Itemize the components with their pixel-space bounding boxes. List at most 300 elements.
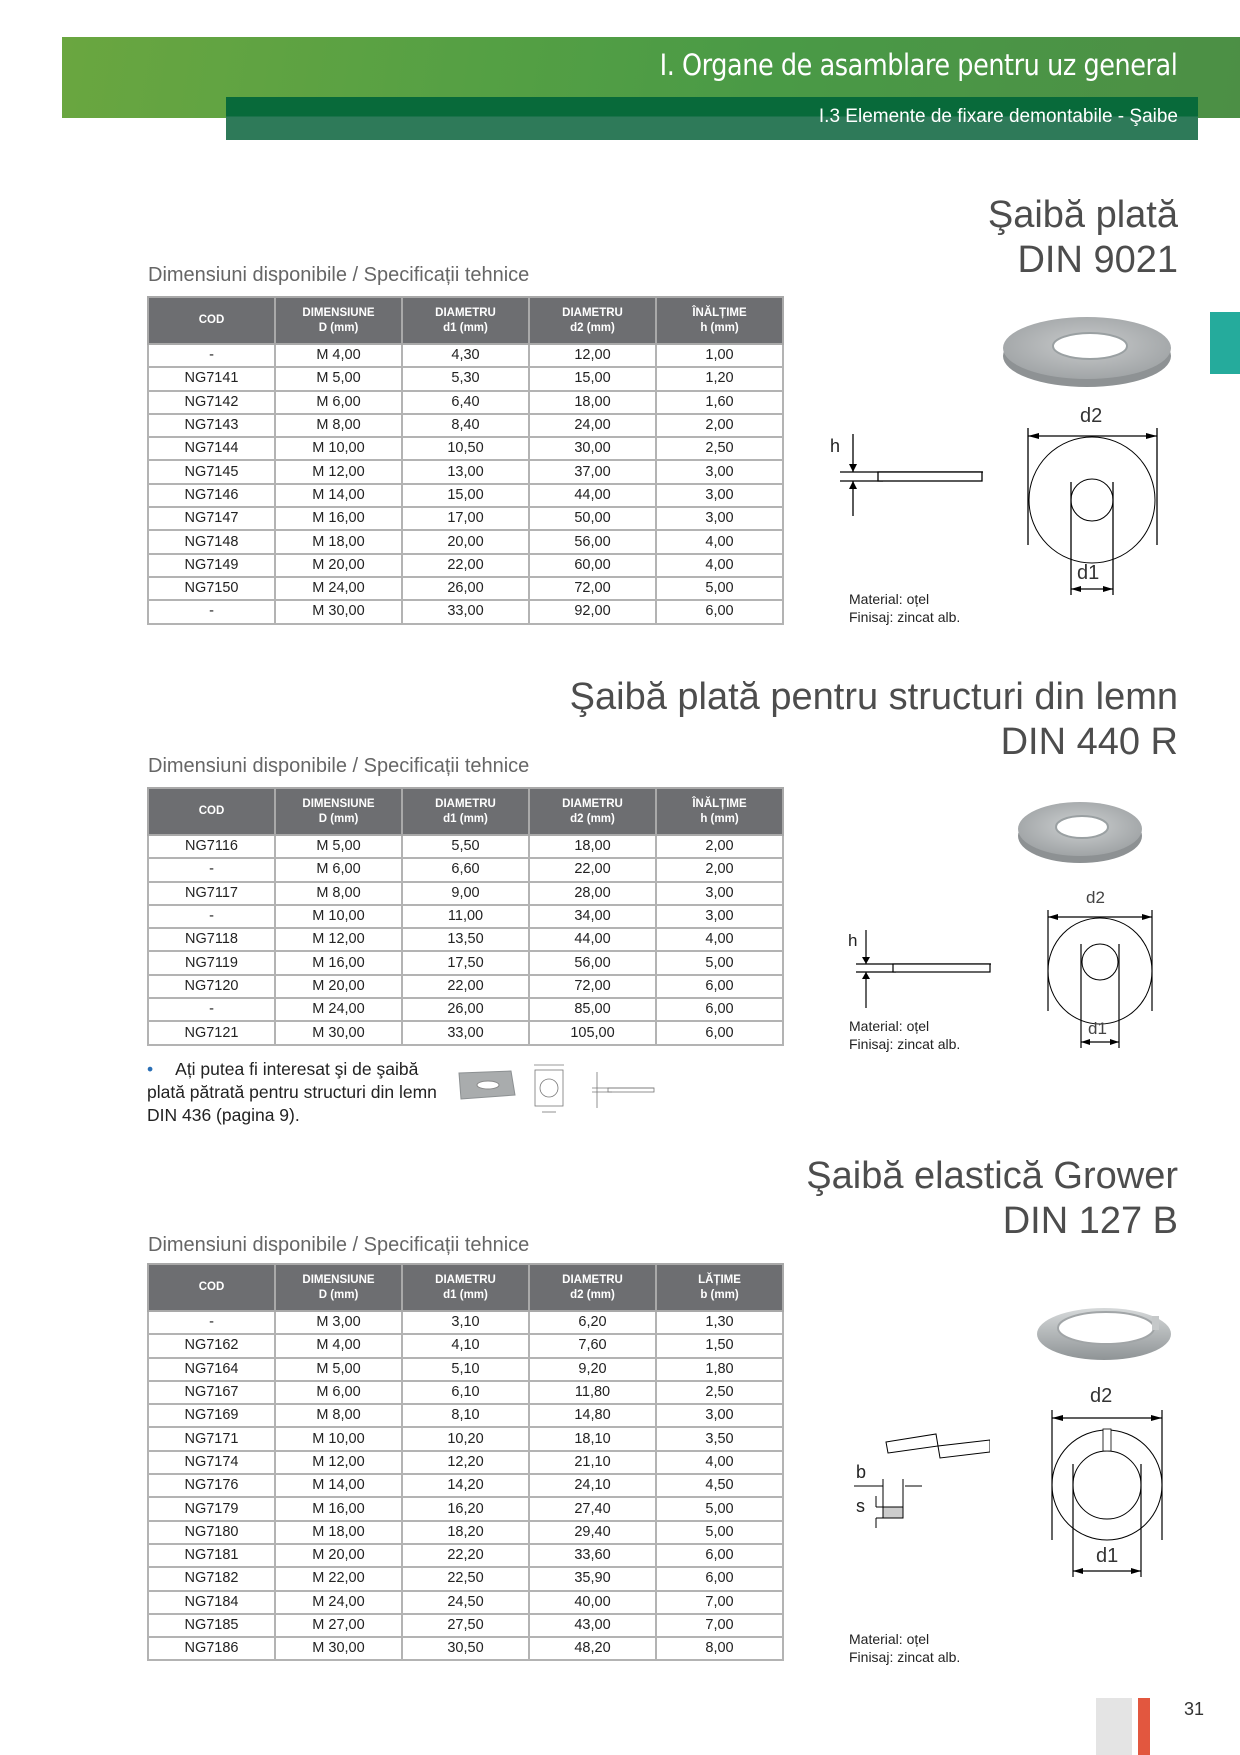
d1-cell: 15,00 — [402, 484, 529, 507]
table-row — [148, 835, 783, 858]
column-header-line1: DIAMETRU — [435, 306, 496, 319]
d1-cell: 33,00 — [402, 600, 529, 623]
d1-cell: 9,00 — [402, 882, 529, 905]
material-info-din127b — [849, 1630, 960, 1666]
d2-cell: 30,00 — [529, 437, 656, 460]
h-label: h — [830, 436, 841, 456]
d1-cell: 17,00 — [402, 507, 529, 530]
table-row — [148, 391, 783, 414]
dimension-cell: M 10,00 — [275, 905, 402, 928]
column-header-line1: DIMENSIUNE — [302, 1273, 375, 1286]
column-header-line1: COD — [198, 314, 225, 326]
d2-cell: 9,20 — [529, 1358, 656, 1381]
material-text: Material: oțel — [849, 1018, 930, 1034]
column-header — [656, 788, 783, 835]
table-header-row — [148, 297, 783, 344]
material-info-din440r — [849, 1017, 960, 1053]
column-header-line1: DIAMETRU — [435, 1273, 496, 1286]
column-header-line2: h (mm) — [700, 812, 739, 825]
dimension-cell: M 10,00 — [275, 437, 402, 460]
d1-cell: 27,50 — [402, 1614, 529, 1637]
finish-text: Finisaj: zincat alb. — [849, 1649, 961, 1665]
column-header — [275, 1264, 402, 1311]
cod-cell: NG7143 — [148, 414, 275, 437]
height-cell: 6,00 — [656, 1021, 783, 1044]
footer-decoration-red — [1138, 1698, 1150, 1755]
dimension-cell: M 8,00 — [275, 882, 402, 905]
d2-cell: 11,80 — [529, 1381, 656, 1404]
d1-cell: 24,50 — [402, 1591, 529, 1614]
column-header-line1: DIAMETRU — [562, 797, 623, 810]
dimension-cell: M 22,00 — [275, 1567, 402, 1590]
cod-cell: NG7149 — [148, 554, 275, 577]
dimension-cell: M 5,00 — [275, 367, 402, 390]
cod-cell: NG7142 — [148, 391, 275, 414]
d2-cell: 85,00 — [529, 998, 656, 1021]
dimension-cell: M 8,00 — [275, 414, 402, 437]
cod-cell: NG7118 — [148, 928, 275, 951]
d2-cell: 105,00 — [529, 1021, 656, 1044]
column-header — [529, 1264, 656, 1311]
column-header-line1: COD — [198, 805, 225, 817]
spec-label: Dimensiuni disponibile / Specificații tehnice — [148, 1234, 530, 1256]
note-text: Ați putea fi interesat şi de şaibă plată pătrată pentru structuri din lemn DIN 436 (pagina 9). — [147, 1059, 437, 1125]
d2-cell: 50,00 — [529, 507, 656, 530]
d1-cell: 17,50 — [402, 951, 529, 974]
height-cell: 1,20 — [656, 367, 783, 390]
front-view-drawing-din440r — [1040, 886, 1160, 1056]
dimension-cell: M 16,00 — [275, 1497, 402, 1520]
cod-cell: NG7180 — [148, 1521, 275, 1544]
table-row — [148, 1614, 783, 1637]
height-cell: 2,00 — [656, 858, 783, 881]
column-header-line2: b (mm) — [700, 1288, 739, 1301]
d2-cell: 24,10 — [529, 1474, 656, 1497]
table-header-row — [148, 788, 783, 835]
height-cell: 1,80 — [656, 1358, 783, 1381]
cod-cell: NG7145 — [148, 460, 275, 483]
dimension-cell: M 6,00 — [275, 1381, 402, 1404]
dimension-cell: M 10,00 — [275, 1427, 402, 1450]
column-header — [529, 788, 656, 835]
table-row — [148, 1591, 783, 1614]
page-number: 31 — [1184, 1699, 1205, 1719]
d2-cell: 27,40 — [529, 1497, 656, 1520]
table-row — [148, 530, 783, 553]
dimension-cell: M 30,00 — [275, 1021, 402, 1044]
spec-label: Dimensiuni disponibile / Specificații tehnice — [148, 264, 530, 286]
height-cell: 2,00 — [656, 414, 783, 437]
table-row — [148, 1567, 783, 1590]
d1-label: d1 — [1096, 1545, 1119, 1567]
front-view-drawing-din9021 — [1025, 400, 1160, 600]
d1-label: d1 — [1077, 562, 1100, 584]
d2-cell: 24,00 — [529, 414, 656, 437]
d1-label: d1 — [1088, 1019, 1107, 1038]
d1-cell: 13,50 — [402, 928, 529, 951]
d1-cell: 10,50 — [402, 437, 529, 460]
cod-cell: NG7147 — [148, 507, 275, 530]
cod-cell: NG7121 — [148, 1021, 275, 1044]
d2-cell: 22,00 — [529, 858, 656, 881]
d1-cell: 22,20 — [402, 1544, 529, 1567]
height-cell: 4,00 — [656, 530, 783, 553]
d1-cell: 26,00 — [402, 577, 529, 600]
dimension-cell: M 14,00 — [275, 1474, 402, 1497]
column-header-line2: d1 (mm) — [443, 321, 488, 334]
column-header-line2: D (mm) — [318, 321, 359, 334]
height-cell: 2,50 — [656, 1381, 783, 1404]
d1-cell: 4,10 — [402, 1334, 529, 1357]
cod-cell: NG7117 — [148, 882, 275, 905]
table-row — [148, 998, 783, 1021]
cod-cell: NG7119 — [148, 951, 275, 974]
height-cell: 5,00 — [656, 1521, 783, 1544]
dimension-cell: M 4,00 — [275, 344, 402, 367]
d2-cell: 48,20 — [529, 1637, 656, 1660]
d1-cell: 30,50 — [402, 1637, 529, 1660]
square-washer-photo[interactable] — [455, 1065, 517, 1105]
cod-cell: NG7146 — [148, 484, 275, 507]
table-row — [148, 858, 783, 881]
table-row — [148, 1358, 783, 1381]
d2-cell: 56,00 — [529, 530, 656, 553]
dimension-cell: M 18,00 — [275, 530, 402, 553]
side-view-drawing-din9021 — [828, 404, 988, 522]
column-header-line2: d2 (mm) — [570, 1288, 615, 1301]
height-cell: 3,00 — [656, 905, 783, 928]
d1-cell: 8,40 — [402, 414, 529, 437]
table-row — [148, 1497, 783, 1520]
d1-cell: 22,00 — [402, 975, 529, 998]
d2-label: d2 — [1090, 1385, 1113, 1407]
d2-cell: 12,00 — [529, 344, 656, 367]
height-cell: 3,00 — [656, 507, 783, 530]
dimension-cell: M 24,00 — [275, 1591, 402, 1614]
product-standard: DIN 127 B — [1002, 1200, 1178, 1242]
d1-cell: 10,20 — [402, 1427, 529, 1450]
cod-cell: NG7162 — [148, 1334, 275, 1357]
d2-cell: 28,00 — [529, 882, 656, 905]
dimension-cell: M 16,00 — [275, 507, 402, 530]
table-row — [148, 367, 783, 390]
square-washer-drawing-front — [532, 1060, 566, 1118]
table-row — [148, 507, 783, 530]
height-cell: 5,00 — [656, 1497, 783, 1520]
cod-cell: NG7179 — [148, 1497, 275, 1520]
height-cell: 6,00 — [656, 975, 783, 998]
height-cell: 3,00 — [656, 1404, 783, 1427]
cod-cell: - — [148, 600, 275, 623]
d1-cell: 22,50 — [402, 1567, 529, 1590]
height-cell: 3,00 — [656, 460, 783, 483]
column-header-line1: DIAMETRU — [562, 1273, 623, 1286]
product-title-din9021 — [988, 193, 1178, 283]
dimension-cell: M 5,00 — [275, 835, 402, 858]
d1-cell: 22,00 — [402, 554, 529, 577]
dimension-cell: M 12,00 — [275, 928, 402, 951]
dimension-cell: M 14,00 — [275, 484, 402, 507]
height-cell: 6,00 — [656, 1544, 783, 1567]
section-header-bar — [226, 97, 1198, 140]
height-cell: 2,50 — [656, 437, 783, 460]
d2-label: d2 — [1080, 405, 1103, 427]
column-header-line2: h (mm) — [700, 321, 739, 334]
cod-cell: NG7148 — [148, 530, 275, 553]
table-row — [148, 1381, 783, 1404]
d2-cell: 7,60 — [529, 1334, 656, 1357]
cod-cell: - — [148, 1311, 275, 1334]
bullet-icon: • — [147, 1059, 154, 1079]
height-cell: 3,00 — [656, 882, 783, 905]
d1-cell: 20,00 — [402, 530, 529, 553]
d1-cell: 13,00 — [402, 460, 529, 483]
height-cell: 7,00 — [656, 1614, 783, 1637]
product-title-din440r — [570, 675, 1178, 765]
height-cell: 1,60 — [656, 391, 783, 414]
height-cell: 4,00 — [656, 928, 783, 951]
column-header-line2: d1 (mm) — [443, 812, 488, 825]
d2-cell: 34,00 — [529, 905, 656, 928]
d2-cell: 14,80 — [529, 1404, 656, 1427]
dimension-cell: M 27,00 — [275, 1614, 402, 1637]
column-header — [402, 1264, 529, 1311]
dimension-cell: M 4,00 — [275, 1334, 402, 1357]
d1-cell: 3,10 — [402, 1311, 529, 1334]
column-header — [402, 297, 529, 344]
d1-cell: 6,10 — [402, 1381, 529, 1404]
cod-cell: NG7186 — [148, 1637, 275, 1660]
d2-cell: 18,00 — [529, 391, 656, 414]
column-header — [148, 1264, 275, 1311]
d2-cell: 18,00 — [529, 835, 656, 858]
product-name: Şaibă plată pentru structuri din lemn — [569, 676, 1178, 718]
material-text: Material: oțel — [849, 591, 930, 607]
dimension-cell: M 30,00 — [275, 600, 402, 623]
side-view-drawing-din127b — [850, 1418, 990, 1528]
dimension-cell: M 12,00 — [275, 1451, 402, 1474]
cod-cell: NG7184 — [148, 1591, 275, 1614]
dimension-cell: M 8,00 — [275, 1404, 402, 1427]
table-row — [148, 905, 783, 928]
table-row — [148, 577, 783, 600]
chapter-title: I. Organe de asamblare pentru uz general — [659, 48, 1177, 82]
cod-cell: NG7185 — [148, 1614, 275, 1637]
table-row — [148, 554, 783, 577]
height-cell: 6,00 — [656, 1567, 783, 1590]
d1-cell: 6,40 — [402, 391, 529, 414]
column-header-line1: COD — [198, 1281, 225, 1293]
chapter-side-tab — [1210, 312, 1240, 374]
dimension-cell: M 16,00 — [275, 951, 402, 974]
section-title: I.3 Elemente de fixare demontabile - Şaibe — [818, 106, 1178, 127]
d2-cell: 15,00 — [529, 367, 656, 390]
h-label: h — [848, 931, 858, 950]
column-header-line2: D (mm) — [318, 1288, 359, 1301]
dimension-cell: M 20,00 — [275, 1544, 402, 1567]
d1-cell: 8,10 — [402, 1404, 529, 1427]
d1-cell: 14,20 — [402, 1474, 529, 1497]
washer-photo-din440r — [1016, 798, 1146, 866]
product-name: Şaibă plată — [987, 194, 1178, 236]
front-view-drawing-din127b — [1048, 1382, 1170, 1577]
height-cell: 8,00 — [656, 1637, 783, 1660]
height-cell: 2,00 — [656, 835, 783, 858]
cod-cell: NG7171 — [148, 1427, 275, 1450]
d1-cell: 16,20 — [402, 1497, 529, 1520]
d1-cell: 11,00 — [402, 905, 529, 928]
product-standard: DIN 9021 — [1017, 239, 1178, 281]
d2-cell: 35,90 — [529, 1567, 656, 1590]
height-cell: 1,00 — [656, 344, 783, 367]
dimension-cell: M 20,00 — [275, 975, 402, 998]
column-header — [529, 297, 656, 344]
d1-cell: 5,30 — [402, 367, 529, 390]
washer-photo-din9021 — [1000, 312, 1175, 388]
table-row — [148, 1451, 783, 1474]
spec-table-din9021 — [147, 296, 784, 625]
table-row — [148, 1521, 783, 1544]
cod-cell: - — [148, 344, 275, 367]
square-washer-drawing-side — [590, 1070, 656, 1110]
table-row — [148, 344, 783, 367]
height-cell: 5,00 — [656, 577, 783, 600]
spec-label: Dimensiuni disponibile / Specificații tehnice — [148, 755, 530, 777]
table-row — [148, 1404, 783, 1427]
d2-cell: 92,00 — [529, 600, 656, 623]
cod-cell: - — [148, 858, 275, 881]
product-name: Şaibă elastică Grower — [806, 1155, 1178, 1197]
product-standard: DIN 440 R — [1000, 721, 1178, 763]
d1-cell: 5,10 — [402, 1358, 529, 1381]
d2-cell: 18,10 — [529, 1427, 656, 1450]
d2-cell: 43,00 — [529, 1614, 656, 1637]
d2-cell: 6,20 — [529, 1311, 656, 1334]
d2-cell: 33,60 — [529, 1544, 656, 1567]
material-text: Material: oțel — [849, 1631, 930, 1647]
column-header — [148, 297, 275, 344]
table-row — [148, 1427, 783, 1450]
dimension-cell: M 18,00 — [275, 1521, 402, 1544]
d2-cell: 72,00 — [529, 577, 656, 600]
dimension-cell: M 3,00 — [275, 1311, 402, 1334]
cod-cell: - — [148, 905, 275, 928]
spec-table-din440r — [147, 787, 784, 1046]
table-row — [148, 1311, 783, 1334]
column-header-line2: d2 (mm) — [570, 812, 615, 825]
height-cell: 6,00 — [656, 600, 783, 623]
table-row — [148, 1474, 783, 1497]
s-label: s — [856, 1496, 865, 1516]
dimension-cell: M 5,00 — [275, 1358, 402, 1381]
table-row — [148, 1021, 783, 1044]
height-cell: 7,00 — [656, 1591, 783, 1614]
d1-cell: 4,30 — [402, 344, 529, 367]
column-header-line1: DIMENSIUNE — [302, 306, 375, 319]
column-header-line2: d2 (mm) — [570, 321, 615, 334]
dimension-cell: M 24,00 — [275, 998, 402, 1021]
product-title-din127b — [806, 1154, 1178, 1244]
table-row — [148, 975, 783, 998]
d1-cell: 12,20 — [402, 1451, 529, 1474]
d2-cell: 40,00 — [529, 1591, 656, 1614]
column-header-line1: DIMENSIUNE — [302, 797, 375, 810]
column-header-line1: DIAMETRU — [435, 797, 496, 810]
column-header — [402, 788, 529, 835]
table-row — [148, 951, 783, 974]
height-cell: 4,00 — [656, 1451, 783, 1474]
spring-washer-photo-din127b — [1034, 1298, 1174, 1363]
height-cell: 4,50 — [656, 1474, 783, 1497]
cod-cell: NG7174 — [148, 1451, 275, 1474]
dimension-cell: M 30,00 — [275, 1637, 402, 1660]
table-row — [148, 414, 783, 437]
d1-cell: 18,20 — [402, 1521, 529, 1544]
column-header-line1: LĂȚIME — [698, 1273, 741, 1286]
table-row — [148, 1334, 783, 1357]
dimension-cell: M 6,00 — [275, 391, 402, 414]
d2-cell: 21,10 — [529, 1451, 656, 1474]
height-cell: 6,00 — [656, 998, 783, 1021]
table-row — [148, 1637, 783, 1660]
related-product-note — [147, 1058, 447, 1127]
cod-cell: NG7150 — [148, 577, 275, 600]
column-header-line2: d1 (mm) — [443, 1288, 488, 1301]
cod-cell: NG7120 — [148, 975, 275, 998]
column-header — [656, 297, 783, 344]
material-info-din9021 — [849, 590, 960, 626]
d2-cell: 44,00 — [529, 928, 656, 951]
column-header-line1: ÎNĂLȚIME — [692, 306, 747, 319]
d2-label: d2 — [1086, 888, 1105, 907]
column-header-line1: DIAMETRU — [562, 306, 623, 319]
cod-cell: NG7116 — [148, 835, 275, 858]
column-header — [275, 788, 402, 835]
d1-cell: 5,50 — [402, 835, 529, 858]
footer-decoration-grey — [1096, 1698, 1132, 1755]
height-cell: 5,00 — [656, 951, 783, 974]
d1-cell: 33,00 — [402, 1021, 529, 1044]
table-row — [148, 928, 783, 951]
cod-cell: NG7167 — [148, 1381, 275, 1404]
cod-cell: NG7164 — [148, 1358, 275, 1381]
d2-cell: 44,00 — [529, 484, 656, 507]
table-row — [148, 600, 783, 623]
column-header-line2: D (mm) — [318, 812, 359, 825]
height-cell: 3,50 — [656, 1427, 783, 1450]
d2-cell: 60,00 — [529, 554, 656, 577]
height-cell: 4,00 — [656, 554, 783, 577]
height-cell: 3,00 — [656, 484, 783, 507]
cod-cell: NG7141 — [148, 367, 275, 390]
spec-table-din127b — [147, 1263, 784, 1661]
dimension-cell: M 24,00 — [275, 577, 402, 600]
dimension-cell: M 6,00 — [275, 858, 402, 881]
finish-text: Finisaj: zincat alb. — [849, 609, 961, 625]
column-header — [656, 1264, 783, 1311]
table-header-row — [148, 1264, 783, 1311]
dimension-cell: M 20,00 — [275, 554, 402, 577]
b-label: b — [856, 1462, 867, 1482]
cod-cell: NG7144 — [148, 437, 275, 460]
d2-cell: 29,40 — [529, 1521, 656, 1544]
d1-cell: 26,00 — [402, 998, 529, 1021]
cod-cell: - — [148, 998, 275, 1021]
height-cell: 1,30 — [656, 1311, 783, 1334]
dimension-cell: M 12,00 — [275, 460, 402, 483]
d1-cell: 6,60 — [402, 858, 529, 881]
cod-cell: NG7181 — [148, 1544, 275, 1567]
